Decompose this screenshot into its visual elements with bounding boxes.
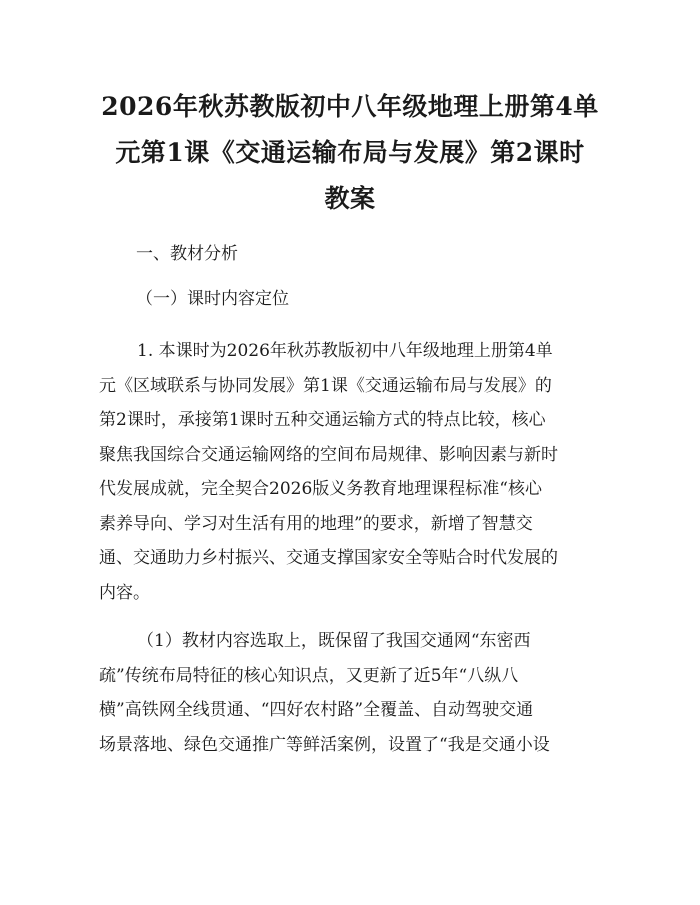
title-line-2: 元第1课《交通运输布局与发展》第2课时 — [115, 138, 585, 167]
paragraph-1-line-6: 素养导向、学习对生活有用的地理”的要求，新增了智慧交 — [99, 513, 533, 534]
paragraph-1-line-5: 代发展成就，完全契合2026版义务教育地理课程标准“核心 — [99, 479, 542, 499]
section-heading: 一、教材分析 — [136, 244, 238, 264]
paragraph-1-line-1: 1. 本课时为2026年秋苏教版初中八年级地理上册第4单 — [137, 341, 553, 361]
document-title — [98, 84, 602, 222]
paragraph-2-line-3: 横”高铁网全线贯通、“四好农村路”全覆盖、自动驾驶交通 — [99, 700, 534, 720]
paragraph-2-line-2: 疏”传统布局特征的核心知识点，又更新了近5年“八纵八 — [99, 665, 519, 686]
title-line-3: 教案 — [324, 184, 376, 213]
paragraph-1 — [99, 334, 609, 610]
paragraph-1-line-8: 内容。 — [99, 582, 150, 603]
paragraph-2 — [99, 624, 609, 762]
paragraph-1-line-2: 元《区域联系与协同发展》第1课《交通运输布局与发展》的 — [99, 375, 552, 396]
paragraph-1-line-4: 聚焦我国综合交通运输网络的空间布局规律、影响因素与新时 — [99, 444, 558, 465]
paragraph-2-line-1: （1）教材内容选取上，既保留了我国交通网“东密西 — [137, 631, 531, 651]
paragraph-2-line-4: 场景落地、绿色交通推广等鲜活案例，设置了“我是交通小设 — [99, 734, 550, 755]
paragraph-1-line-7: 通、交通助力乡村振兴、交通支撑国家安全等贴合时代发展的 — [99, 548, 558, 568]
subsection-heading: （一）课时内容定位 — [136, 289, 289, 309]
title-line-1: 2026年秋苏教版初中八年级地理上册第4单 — [101, 92, 599, 121]
paragraph-1-line-3: 第2课时，承接第1课时五种交通运输方式的特点比较，核心 — [99, 410, 546, 430]
